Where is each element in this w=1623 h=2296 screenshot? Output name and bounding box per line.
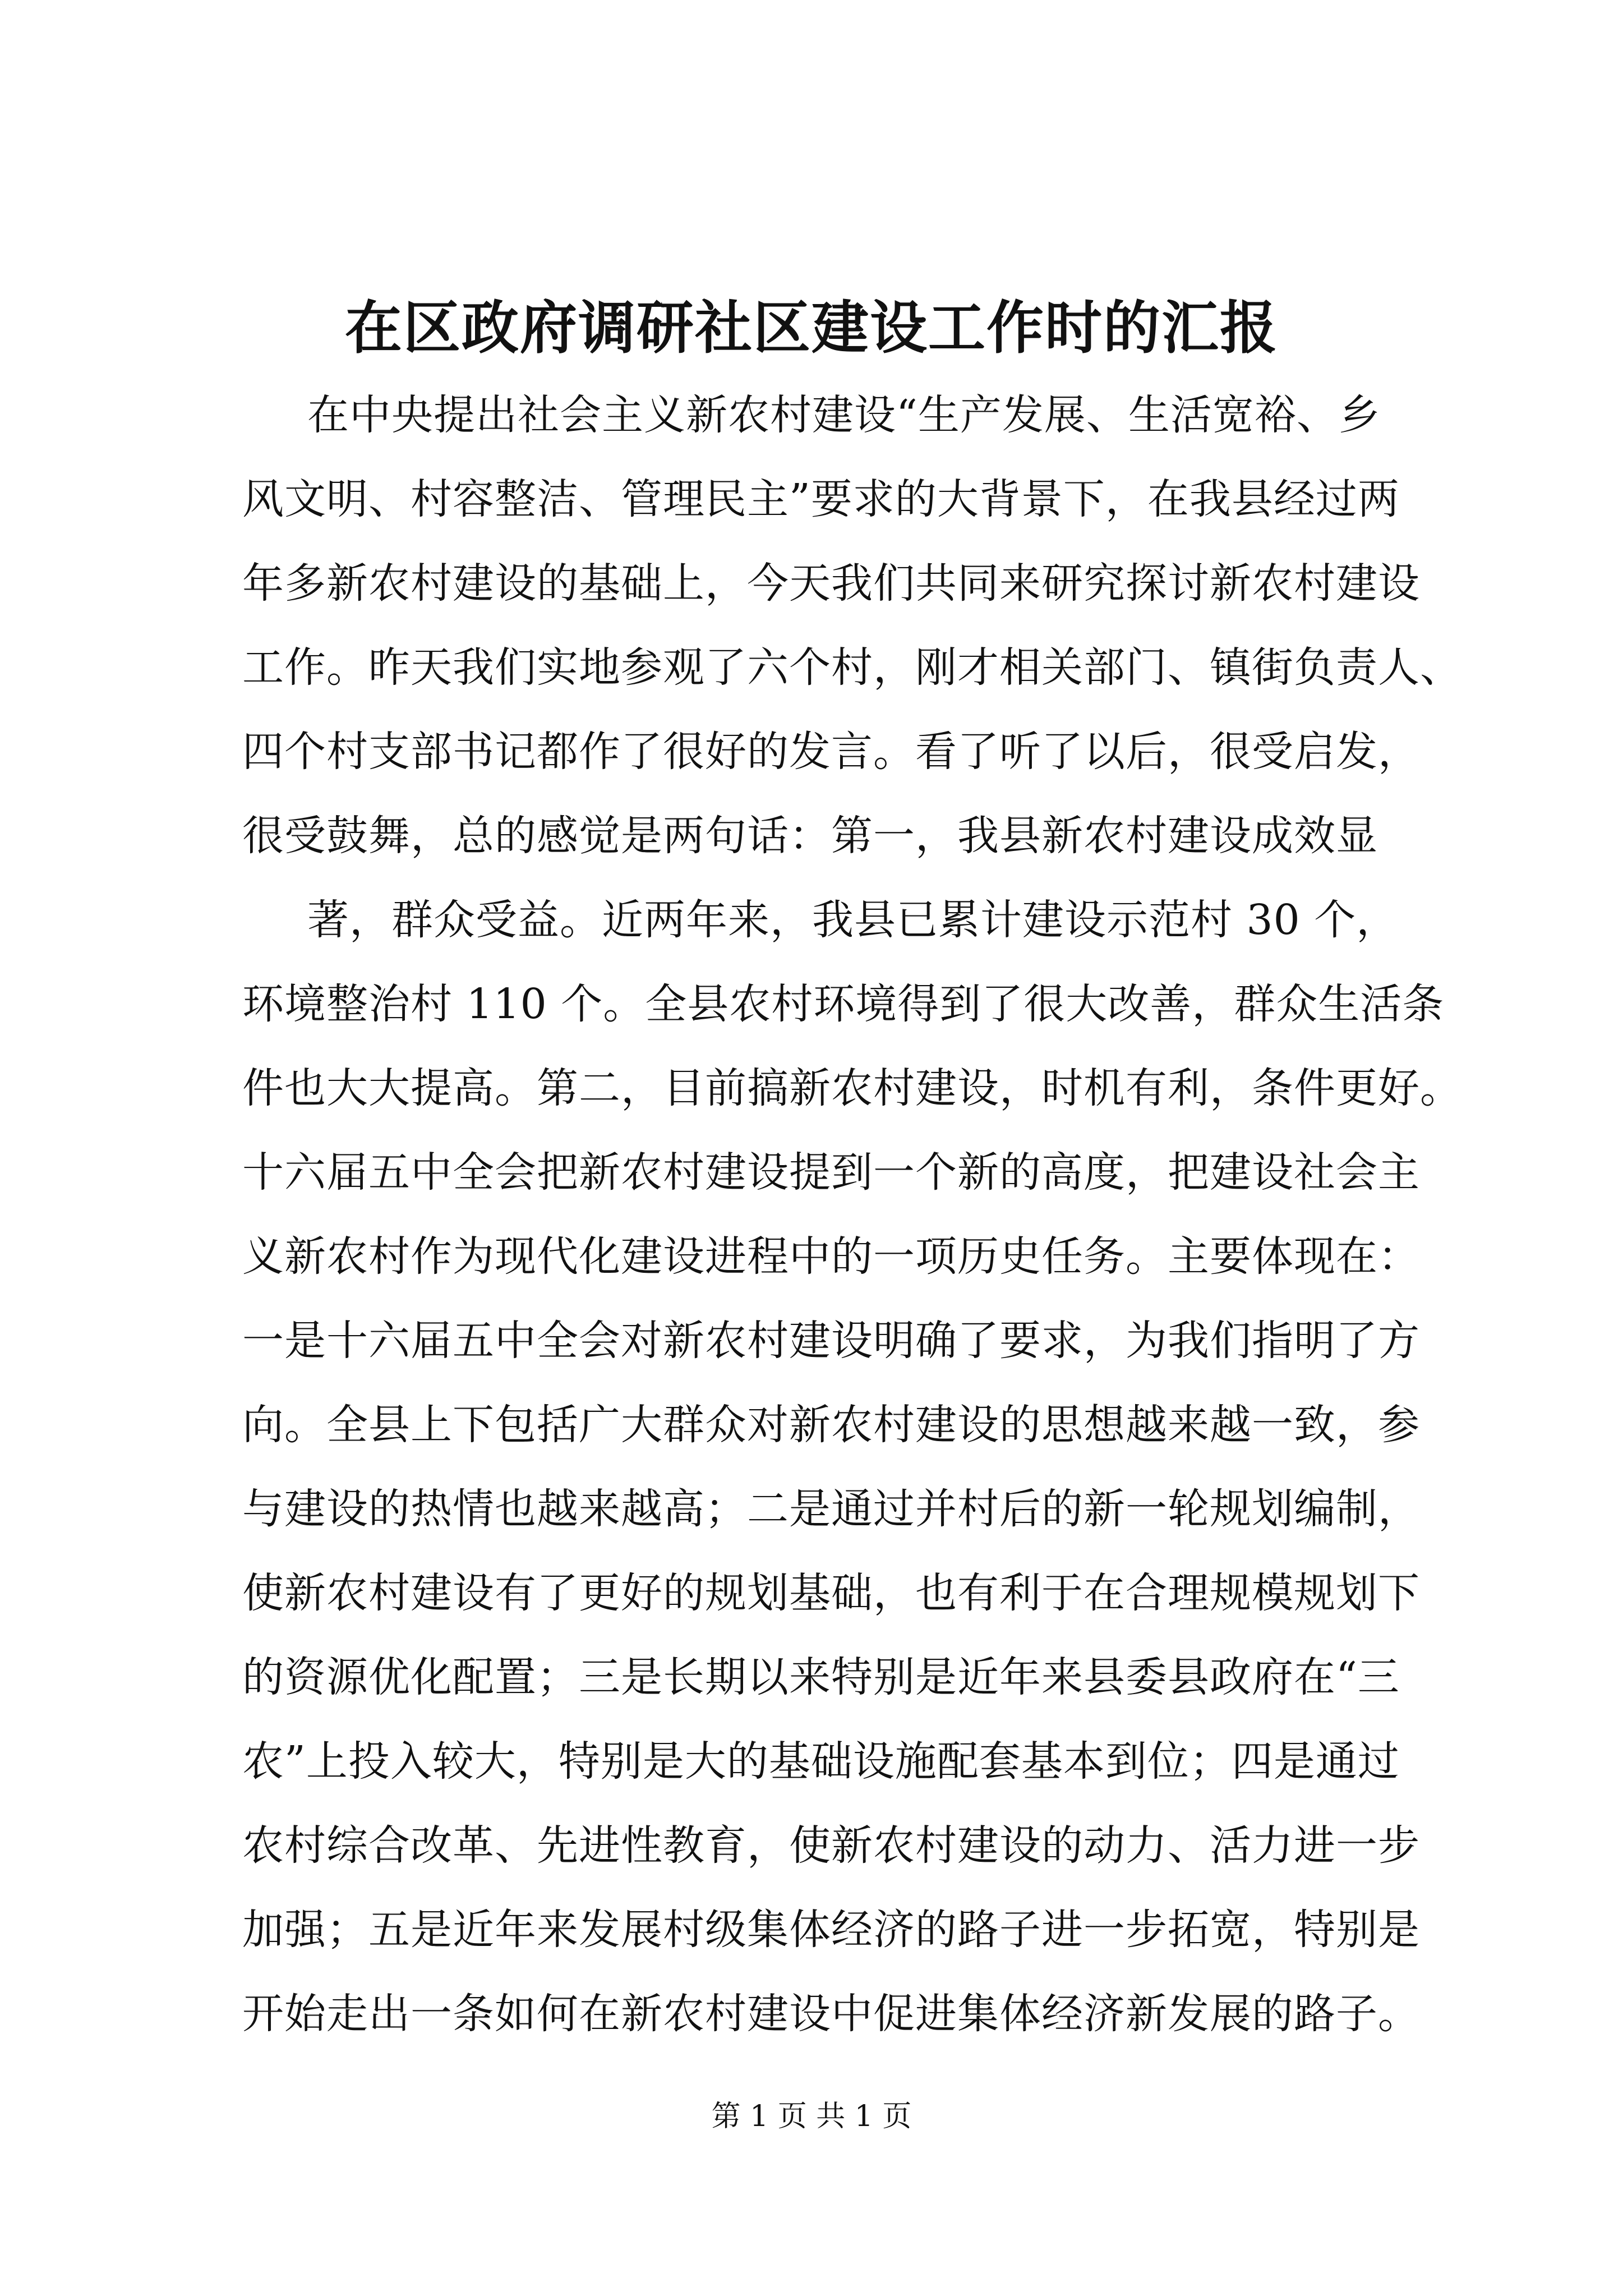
paragraph-2-line-2: 环境整治村 110 个。全县农村环境得到了很大改善，群众生活条 [242, 980, 1445, 1028]
paragraph-2-line-7: 向。全县上下包括广大群众对新农村建设的思想越来越一致，参 [242, 1401, 1420, 1449]
paragraph-2-line-9: 使新农村建设有了更好的规划基础，也有利于在合理规模规划下 [242, 1569, 1420, 1617]
paragraph-1-line-6: 很受鼓舞，总的感觉是两句话：第一，我县新农村建设成效显 [242, 812, 1378, 860]
page-number-footer: 第 1 页 共 1 页 [711, 2100, 912, 2133]
paragraph-2-line-11: 农”上投入较大，特别是大的基础设施配套基本到位；四是通过 [242, 1737, 1400, 1786]
paragraph-2-line-8: 与建设的热情也越来越高；二是通过并村后的新一轮规划编制， [242, 1485, 1420, 1533]
document-title: 在区政府调研社区建设工作时的汇报 [345, 295, 1278, 362]
paragraph-1-line-5: 四个村支部书记都作了很好的发言。看了听了以后，很受启发， [242, 728, 1420, 776]
paragraph-2-line-10: 的资源优化配置；三是长期以来特别是近年来县委县政府在“三 [242, 1653, 1400, 1701]
paragraph-1-line-1: 在中央提出社会主义新农村建设“生产发展、生活宽裕、乡 [307, 391, 1381, 439]
paragraph-1-line-2: 风文明、村容整洁、管理民主”要求的大背景下，在我县经过两 [242, 475, 1400, 523]
paragraph-2-line-6: 一是十六届五中全会对新农村建设明确了要求，为我们指明了方 [242, 1317, 1420, 1365]
paragraph-2-line-1: 著，群众受益。近两年来，我县已累计建设示范村 30 个， [307, 896, 1399, 944]
paragraph-2-line-12: 农村综合改革、先进性教育，使新农村建设的动力、活力进一步 [242, 1821, 1420, 1870]
paragraph-2-line-14: 开始走出一条如何在新农村建设中促进集体经济新发展的路子。 [242, 1990, 1420, 2038]
paragraph-1-line-3: 年多新农村建设的基础上，今天我们共同来研究探讨新农村建设 [242, 559, 1420, 608]
paragraph-2-line-13: 加强；五是近年来发展村级集体经济的路子进一步拓宽，特别是 [242, 1906, 1420, 1954]
paragraph-1-line-4: 工作。昨天我们实地参观了六个村，刚才相关部门、镇街负责人、 [242, 643, 1462, 692]
paragraph-2-line-4: 十六届五中全会把新农村建设提到一个新的高度，把建设社会主 [242, 1148, 1420, 1197]
paragraph-2-line-5: 义新农村作为现代化建设进程中的一项历史任务。主要体现在： [242, 1232, 1420, 1281]
paragraph-2-line-3: 件也大大提高。第二，目前搞新农村建设，时机有利，条件更好。 [242, 1064, 1462, 1112]
